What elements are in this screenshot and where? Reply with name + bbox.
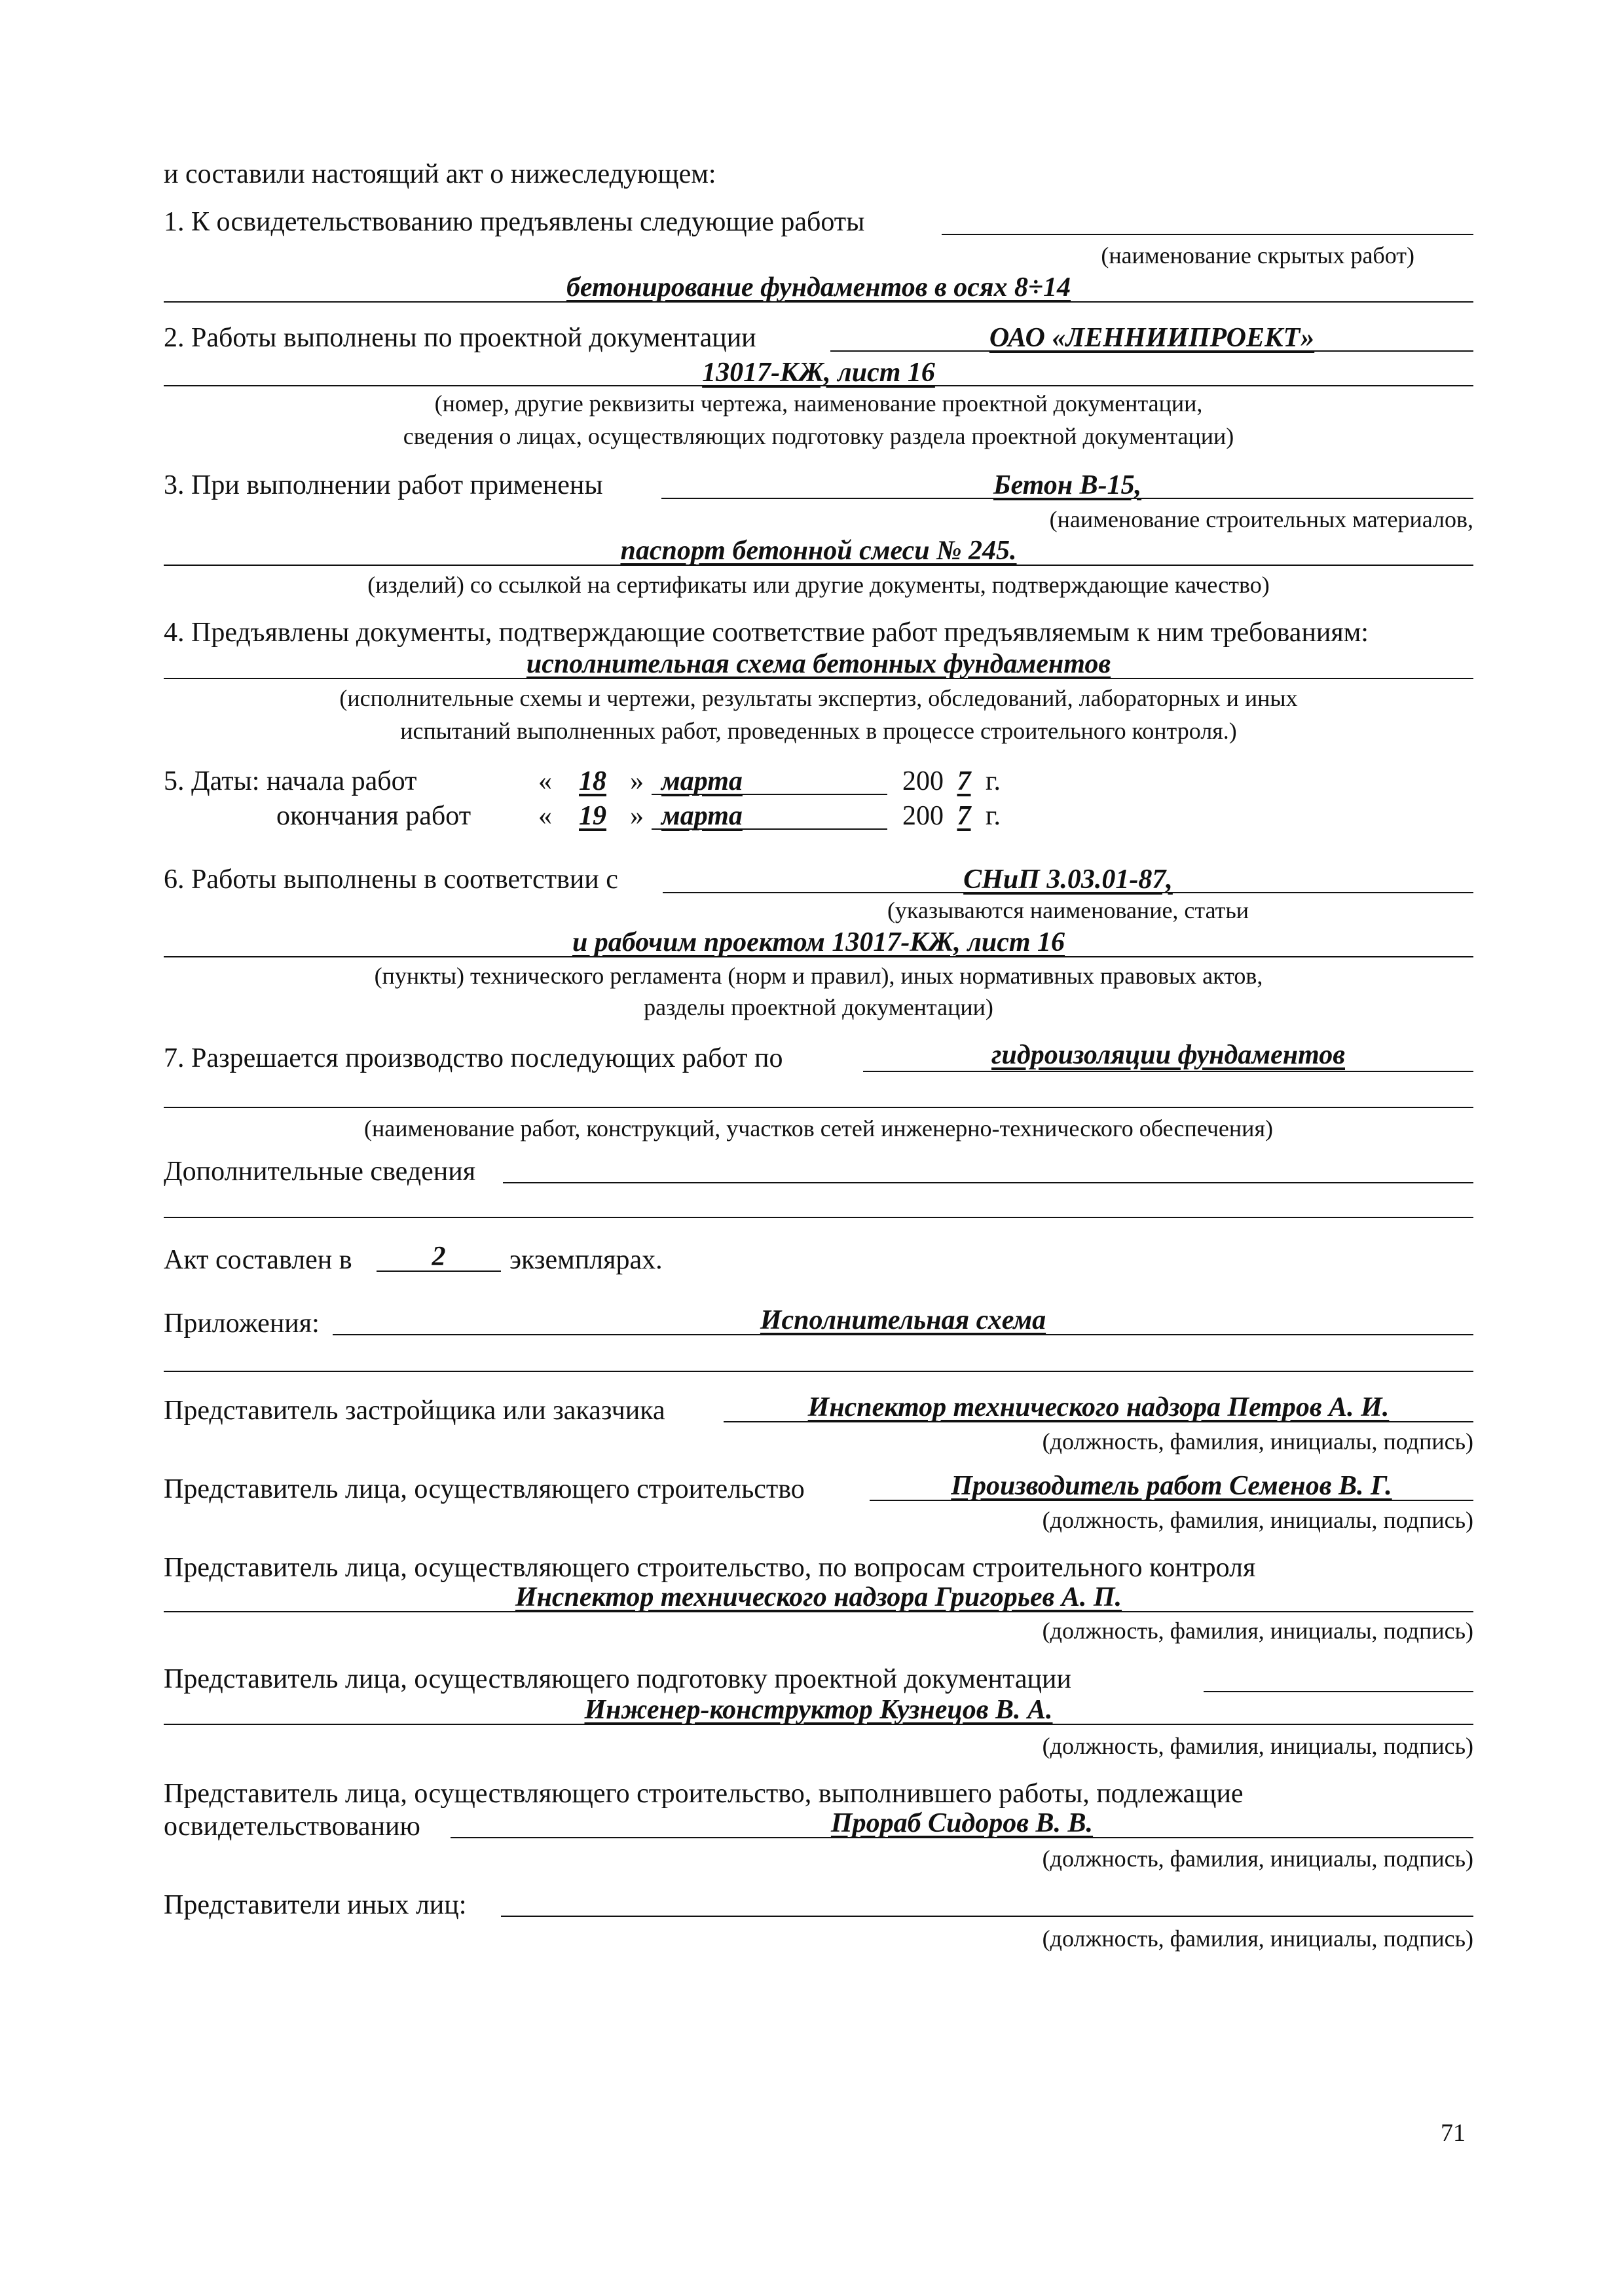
page-number: 71: [1441, 2119, 1466, 2147]
s3-line-1: [661, 498, 1473, 499]
s6-line-1: [663, 892, 1473, 893]
rep-performer-line: [451, 1837, 1473, 1838]
rep-control-label: Представитель лица, осуществляющего строительство, по вопросам строительного контроля: [164, 1553, 1256, 1583]
s3-value-1: Бетон В-15,: [993, 470, 1142, 500]
s5-label-start: 5. Даты: начала работ: [164, 766, 417, 796]
s4-caption-2: испытаний выполненных работ, проведенных в процессе строительного контроля.): [400, 718, 1237, 744]
rep-performer-label-1: Представитель лица, осуществляющего строительство, выполнившего работы, подлежащие: [164, 1779, 1244, 1809]
s4-line: [164, 678, 1473, 679]
appendix-line-2: [164, 1371, 1473, 1372]
rep-control-caption: (должность, фамилия, инициалы, подпись): [1042, 1618, 1473, 1644]
rep-designer-line-2: [164, 1724, 1473, 1725]
s7-caption: (наименование работ, конструкций, участков сетей инженерно-технического обеспечения): [364, 1115, 1273, 1141]
s5-start-month-line: [652, 794, 887, 795]
s5-start-month: марта: [661, 766, 743, 796]
intro-text: и составили настоящий акт о нижеследующем:: [164, 159, 716, 189]
s1-value: бетонирование фундаментов в осях 8÷14: [566, 272, 1071, 303]
s2-line-1: [830, 350, 1473, 352]
s7-label: 7. Разрешается производство последующих работ по: [164, 1043, 783, 1073]
rep-designer-label: Представитель лица, осуществляющего подготовку проектной документации: [164, 1664, 1071, 1694]
appendix-value: Исполнительная схема: [760, 1305, 1046, 1335]
s1-label: 1. К освидетельствованию предъявлены следующие работы: [164, 207, 865, 237]
s5-quote-close-2: »: [630, 801, 644, 831]
copies-value: 2: [432, 1242, 446, 1272]
s5-end-year-suffix: г.: [986, 801, 1001, 831]
copies-label-after: экземплярах.: [509, 1245, 663, 1275]
s5-end-year-prefix: 200: [902, 801, 944, 831]
s1-line-1: [942, 234, 1473, 235]
s5-end-day: 19: [579, 801, 606, 831]
rep-builder-caption: (должность, фамилия, инициалы, подпись): [1042, 1507, 1473, 1533]
rep-control-line: [164, 1611, 1473, 1612]
rep-control-value: Инспектор технического надзора Григорьев А. П.: [515, 1582, 1122, 1612]
rep-customer-line: [724, 1421, 1473, 1422]
s4-caption-1: (исполнительные схемы и чертежи, результаты экспертиз, обследований, лабораторных и иных: [339, 685, 1298, 711]
s7-value: гидроизоляции фундаментов: [991, 1040, 1345, 1070]
s3-label: 3. При выполнении работ применены: [164, 470, 603, 500]
s5-end-year: 7: [957, 801, 971, 831]
s5-start-day: 18: [579, 766, 606, 796]
rep-customer-value: Инспектор технического надзора Петров А. И.: [807, 1392, 1390, 1422]
rep-designer-caption: (должность, фамилия, инициалы, подпись): [1042, 1733, 1473, 1759]
s6-caption-1: (указываются наименование, статьи: [887, 897, 1249, 923]
s5-start-year: 7: [957, 766, 971, 796]
s2-caption-2: сведения о лицах, осуществляющих подготовку раздела проектной документации): [403, 423, 1234, 449]
s5-end-month: марта: [661, 801, 743, 831]
rep-performer-value: Прораб Сидоров В. В.: [830, 1808, 1094, 1838]
extra-label: Дополнительные сведения: [164, 1157, 476, 1187]
s2-line-2: [164, 385, 1473, 386]
s4-value: исполнительная схема бетонных фундаментов: [526, 649, 1111, 679]
rep-builder-value: Производитель работ Семенов В. Г.: [951, 1471, 1392, 1501]
extra-line-2: [164, 1217, 1473, 1218]
s1-line-2: [164, 301, 1473, 303]
s4-label: 4. Предъявлены документы, подтверждающие соответствие работ предъявляемым к ним требованиям:: [164, 618, 1369, 648]
rep-others-label: Представители иных лиц:: [164, 1890, 467, 1920]
s6-line-2: [164, 956, 1473, 957]
s3-caption-2: (изделий) со ссылкой на сертификаты или другие документы, подтверждающие качество): [367, 572, 1270, 598]
s3-line-2: [164, 565, 1473, 566]
s7-line-2: [164, 1107, 1473, 1108]
s2-caption-1: (номер, другие реквизиты чертежа, наименование проектной документации,: [434, 390, 1203, 417]
copies-label-before: Акт составлен в: [164, 1245, 352, 1275]
s5-quote-open-1: «: [538, 766, 552, 796]
s5-quote-open-2: «: [538, 801, 552, 831]
rep-designer-value: Инженер-конструктор Кузнецов В. А.: [584, 1695, 1053, 1725]
s2-value-2: 13017-КЖ, лист 16: [702, 358, 935, 388]
s1-caption: (наименование скрытых работ): [1101, 242, 1414, 269]
s5-label-end: окончания работ: [276, 801, 471, 831]
rep-customer-caption: (должность, фамилия, инициалы, подпись): [1042, 1428, 1473, 1455]
rep-builder-line: [870, 1500, 1473, 1501]
rep-designer-line-1: [1204, 1691, 1473, 1692]
rep-performer-label-2: освидетельствованию: [164, 1811, 420, 1842]
s3-caption-1: (наименование строительных материалов,: [1049, 506, 1473, 532]
s7-line-1: [863, 1071, 1473, 1072]
s6-caption-3: разделы проектной документации): [644, 994, 993, 1020]
s5-end-month-line: [652, 828, 887, 830]
appendix-line-1: [333, 1334, 1473, 1335]
s3-value-2: паспорт бетонной смеси № 245.: [620, 536, 1017, 566]
s6-value-2: и рабочим проектом 13017-КЖ, лист 16: [572, 927, 1065, 957]
rep-customer-label: Представитель застройщика или заказчика: [164, 1396, 665, 1426]
s5-start-year-prefix: 200: [902, 766, 944, 796]
copies-line: [377, 1270, 501, 1272]
s2-label: 2. Работы выполнены по проектной документации: [164, 323, 756, 353]
s5-start-year-suffix: г.: [986, 766, 1001, 796]
appendix-label: Приложения:: [164, 1308, 320, 1339]
s6-label: 6. Работы выполнены в соответствии с: [164, 864, 618, 895]
extra-line-1: [503, 1182, 1473, 1183]
s6-caption-2: (пункты) технического регламента (норм и правил), иных нормативных правовых актов,: [374, 963, 1263, 989]
rep-others-caption: (должность, фамилия, инициалы, подпись): [1042, 1925, 1473, 1952]
s2-value-1: ОАО «ЛЕННИИПРОЕКТ»: [989, 323, 1315, 353]
s6-value-1: СНиП 3.03.01-87,: [963, 864, 1173, 895]
rep-others-line: [501, 1916, 1473, 1917]
s5-quote-close-1: »: [630, 766, 644, 796]
rep-builder-label: Представитель лица, осуществляющего строительство: [164, 1474, 805, 1504]
rep-performer-caption: (должность, фамилия, инициалы, подпись): [1042, 1845, 1473, 1872]
